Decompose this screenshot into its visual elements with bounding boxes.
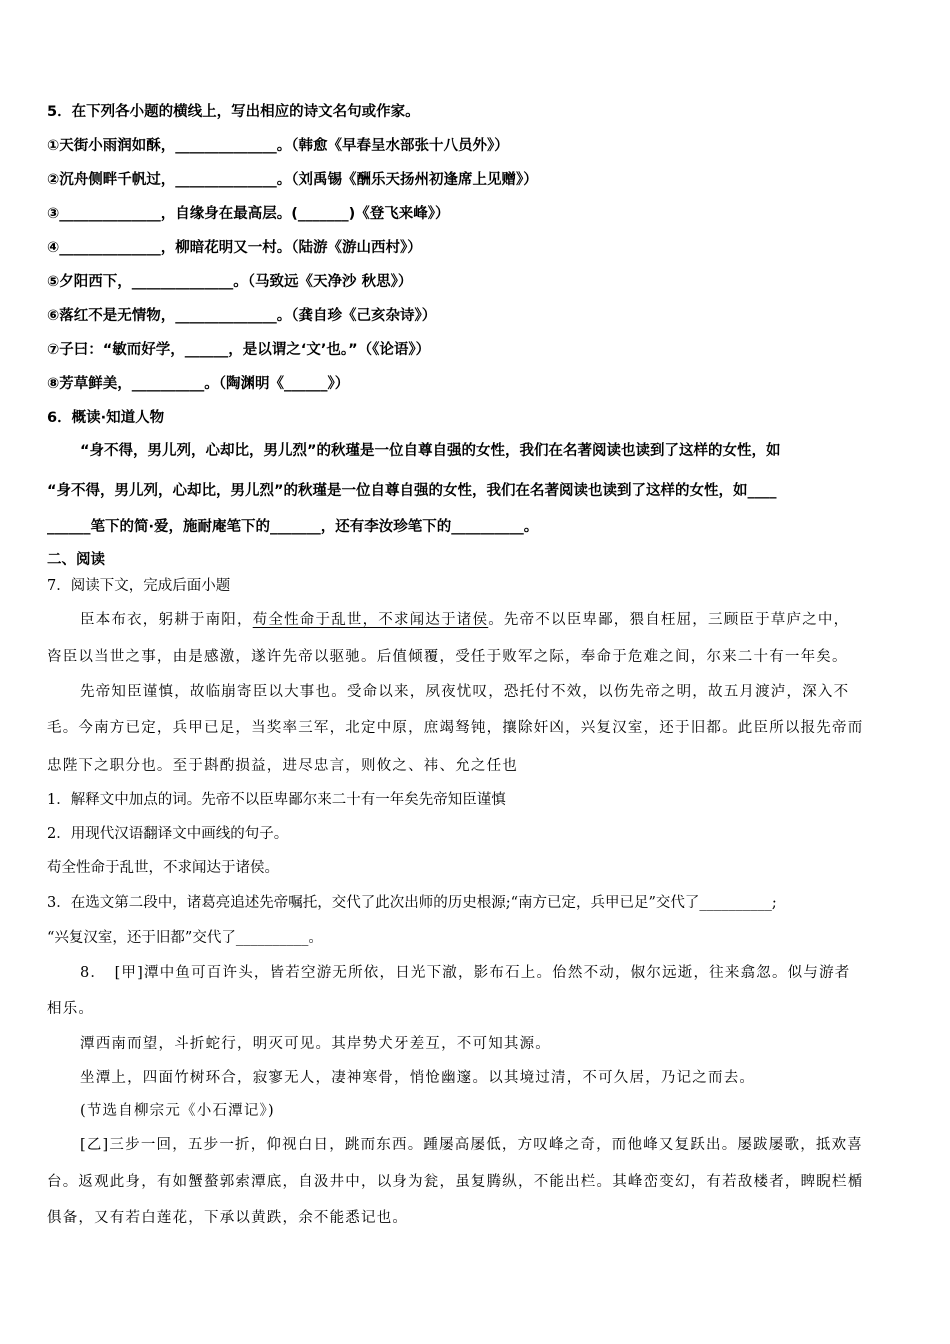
q8-line-8: 俱备，又有若白莲花，下承以黄跌，余不能悉记也。: [47, 1210, 409, 1226]
q7-passage-p2-line-1: 先帝知臣谨慎，故临崩寄臣以大事也。受命以来，夙夜忧叹，恐托付不效，以伤先帝之明，故五月渡泸，深入不: [80, 684, 850, 700]
q8-line-3: 潭西南而望，斗折蛇行，明灭可见。其岸势犬牙差互，不可知其源。: [80, 1036, 551, 1052]
q6-line-1: “身不得，男儿列，心却比，男儿烈”的秋瑾是一位自尊自强的女性，我们在名著阅读也读到了这样的女性，如: [80, 443, 781, 459]
q7-passage-p2-line-2: 毛。今南方已定，兵甲已足，当奖率三军，北定中原，庶竭驽钝，攘除奸凶，兴复汉室，还于旧都。此臣所以报先帝而: [47, 720, 864, 736]
q8-source-note: (节选自柳宗元《小石潭记》): [80, 1103, 275, 1119]
q7-sub-question-3-line-2: “兴复汉室，还于旧都”交代了__________。: [47, 930, 323, 946]
q8-line-6: [乙]三步一回，五步一折，仰视白日，跳而东西。踵屡高屡低，方叹峰之奇，而他峰又复跃出。屡跋屡歌，抵欢喜: [80, 1137, 864, 1153]
q7-sub-question-2: 2．用现代汉语翻译文中画线的句子。: [47, 826, 289, 842]
q7-sub-question-1: 1．解释文中加点的词。先帝不以臣卑鄙尔来二十有一年矣先帝知臣谨慎: [47, 792, 506, 808]
q5-item-2: ②沉舟侧畔千帆过，______________。（刘禹锡《酬乐天扬州初逢席上见赠》）: [47, 172, 538, 188]
q6-line-3: ______笔下的简·爱，施耐庵笔下的_______，还有李汝珍笔下的__________。: [47, 519, 539, 535]
q5-item-3: ③______________，自缘身在最高层。(_______)《登飞来峰》）: [47, 206, 450, 222]
q7-title: 7．阅读下文，完成后面小题: [47, 578, 231, 594]
q7-sub-question-3-line-1: 3．在选文第二段中，诸葛亮追述先帝嘱托，交代了此次出师的历史根源;“南方已定，兵甲已足”交代了__________;: [47, 895, 777, 911]
q5-item-8: ⑧芳草鲜美，__________。（陶渊明《______》）: [47, 376, 350, 392]
q5-item-4: ④______________，柳暗花明又一村。（陆游《游山西村》）: [47, 240, 422, 256]
q5-title: 5．在下列各小题的横线上，写出相应的诗文名句或作家。: [47, 104, 420, 120]
q5-item-6: ⑥落红不是无情物，______________。（龚自珍《己亥杂诗》）: [47, 308, 437, 324]
q7-passage-p2-line-3: 忠陛下之职分也。至于斟酌损益，进尽忠言，则攸之、祎、允之任也: [47, 758, 518, 774]
q5-item-1: ①天街小雨润如酥，______________。（韩愈《早春呈水部张十八员外》）: [47, 138, 509, 154]
underlined-sentence: 苟全性命于乱世，不求闻达于诸侯: [252, 612, 489, 628]
section-heading-reading: 二、阅读: [47, 552, 105, 568]
q8-line-1: 8． [甲]潭中鱼可百许头，皆若空游无所依，日光下澈，影布石上。佁然不动，俶尔远逝，往来翕忽。似与游者: [80, 965, 851, 981]
q7-passage-p1-line-1: 臣本布衣，躬耕于南阳，苟全性命于乱世，不求闻达于诸侯。先帝不以臣卑鄙，猥自枉屈，三顾臣于草庐之中，: [80, 612, 850, 628]
q7-sub-question-2-sentence: 苟全性命于乱世，不求闻达于诸侯。: [47, 860, 279, 876]
q6-title: 6．概读·知道人物: [47, 410, 165, 426]
q6-line-2: “身不得，男儿列，心却比，男儿烈”的秋瑾是一位自尊自强的女性，我们在名著阅读也读到了这样的女性，如____: [47, 483, 777, 499]
q8-line-4: 坐潭上，四面竹树环合，寂寥无人，凄神寒骨，悄怆幽邃。以其境过清，不可久居，乃记之而去。: [80, 1070, 756, 1086]
q5-item-7: ⑦子曰：“敏而好学，______，是以谓之‘文’也。”（《论语》）: [47, 342, 431, 358]
q7-passage-p1-line-2: 咨臣以当世之事，由是感激，遂许先帝以驱驰。后值倾覆，受任于败军之际，奉命于危难之间，尔来二十有一年矣。: [47, 649, 848, 665]
q8-line-2: 相乐。: [47, 1001, 95, 1017]
q5-item-5: ⑤夕阳西下，______________。（马致远《天净沙 秋思》）: [47, 274, 413, 290]
q8-line-7: 台。返观此身，有如蟹螯郭索潭底，自汲井中，以身为瓮，虽复腾纵，不能出栏。其峰峦变幻，有若敌楼者，睥睨栏楯: [47, 1174, 864, 1190]
